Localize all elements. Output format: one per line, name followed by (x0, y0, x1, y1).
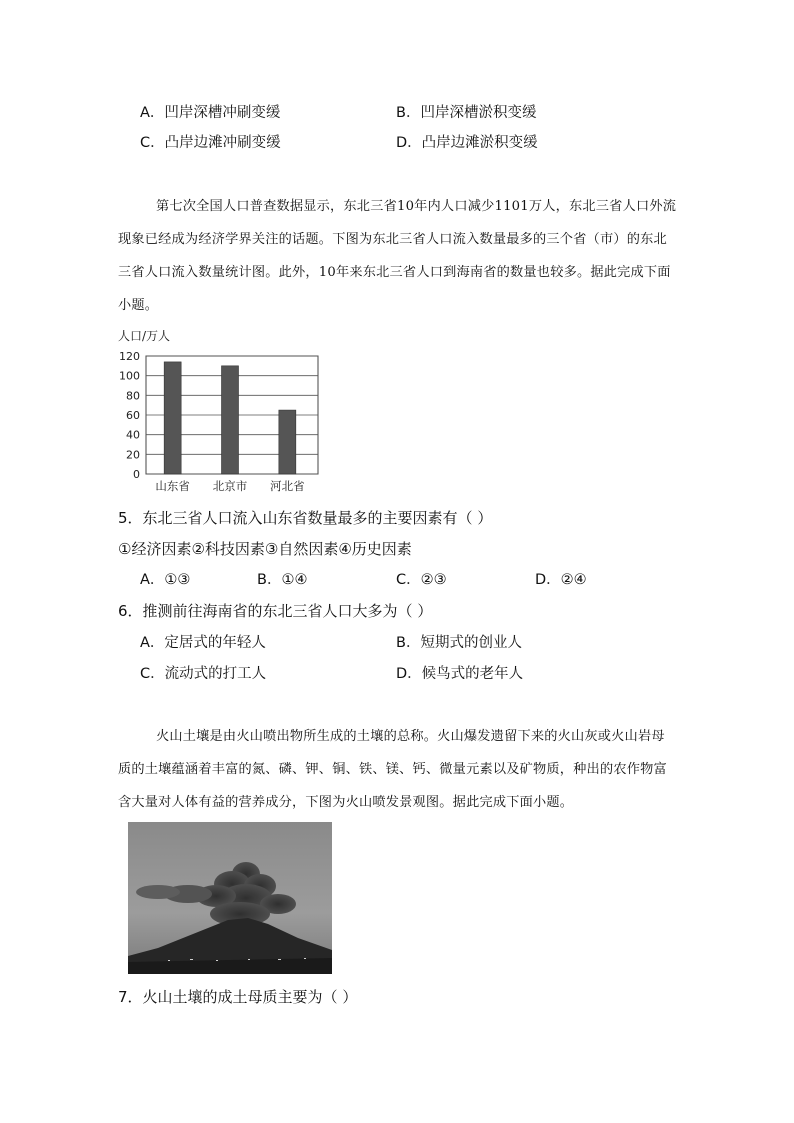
q5-option-a: A．①③ (140, 572, 191, 588)
q7-stem: 7．火山土壤的成土母质主要为（ ） (118, 988, 358, 1006)
chart-y-axis-label: 人口/万人 (118, 329, 171, 343)
chart-y-tick-label: 0 (133, 468, 140, 481)
chart-bar (279, 410, 296, 474)
q5-option-c: C．②③ (396, 572, 447, 588)
passage-population-text: 第七次全国人口普查数据显示，东北三省10年内人口减少1101万人，东北三省人口外流现象已经成为经济学界关注的话题。下图为东北三省人口流入数量最多的三个省（市）的东北三省人口流入数量统计图。此外，10年来东北三省人口到海南省的数量也较多。据此完成下面小题。 (118, 199, 677, 313)
q5-option-b: B．①④ (257, 572, 308, 588)
passage-volcanic-soil (118, 720, 678, 819)
chart-y-tick-label: 120 (119, 350, 140, 363)
passage-volcanic-soil-text: 火山土壤是由火山喷出物所生成的土壤的总称。火山爆发遗留下来的火山灰或火山岩母质的土壤蕴涵着丰富的氮、磷、钾、铜、铁、镁、钙、微量元素以及矿物质，种出的农作物富含大量对人体有益的营养成分，下图为火山喷发景观图。据此完成下面小题。 (118, 729, 667, 810)
q4-option-b: B．凹岸深槽淤积变缓 (396, 105, 537, 121)
volcano-eruption-photo (128, 822, 332, 974)
q4-option-a: A．凹岸深槽冲刷变缓 (140, 105, 281, 121)
chart-y-tick-label: 80 (126, 389, 140, 403)
chart-y-tick-label: 100 (119, 369, 140, 383)
population-bar-chart (112, 326, 332, 496)
chart-bar (164, 362, 181, 474)
q6-option-a: A．定居式的年轻人 (140, 635, 266, 651)
q5-stem: 5．东北三省人口流入山东省数量最多的主要因素有（ ） (118, 509, 493, 527)
chart-x-tick-label: 山东省 (155, 479, 190, 493)
chart-x-ticks (155, 479, 305, 493)
q5-option-d: D．②④ (535, 572, 587, 588)
chart-bars (164, 362, 296, 474)
chart-x-tick-label: 北京市 (212, 479, 248, 493)
q6-stem: 6．推测前往海南省的东北三省人口大多为（ ） (118, 602, 433, 620)
q6-option-b: B．短期式的创业人 (396, 635, 522, 651)
q4-option-d: D．凸岸边滩淤积变缓 (396, 135, 538, 151)
q6-option-c: C．流动式的打工人 (140, 666, 267, 682)
chart-y-tick-label: 20 (126, 448, 140, 462)
chart-y-ticks (119, 350, 140, 481)
chart-y-tick-label: 60 (126, 409, 140, 422)
q5-items: ①经济因素②科技因素③自然因素④历史因素 (118, 540, 412, 558)
chart-x-tick-label: 河北省 (270, 479, 305, 493)
q4-option-c: C．凸岸边滩冲刷变缓 (140, 135, 281, 151)
passage-population (118, 190, 678, 322)
chart-bar (222, 366, 239, 474)
q6-option-d: D．候鸟式的老年人 (396, 666, 524, 682)
chart-y-tick-label: 40 (126, 428, 140, 442)
